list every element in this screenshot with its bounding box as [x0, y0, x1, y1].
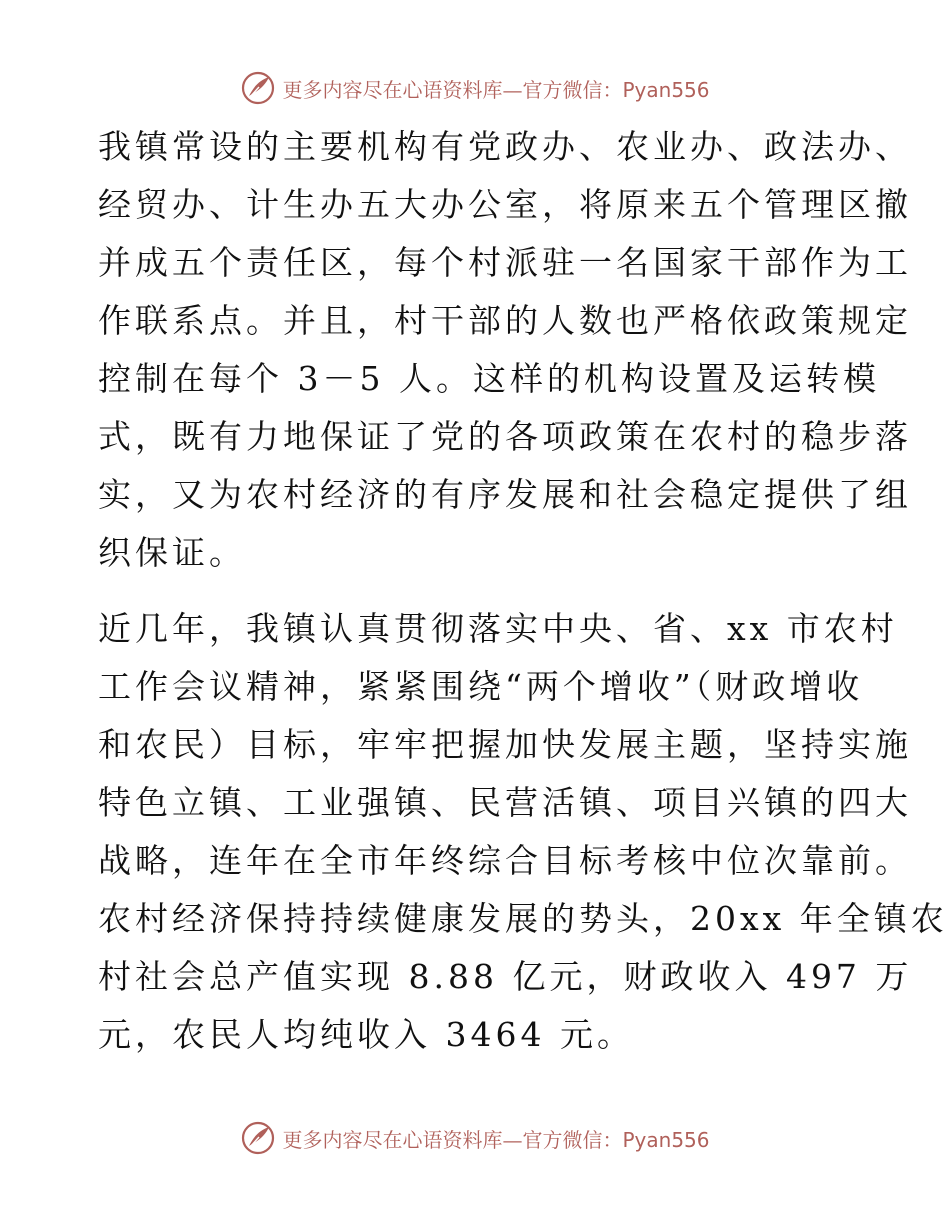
text-line: 织保证。: [98, 533, 246, 572]
document-body: [98, 118, 948, 1064]
text-line: 实，又为农村经济的有序发展和社会稳定提供了组: [98, 475, 912, 514]
watermark-label: 更多内容尽在心语资料库—官方微信：: [282, 1127, 623, 1152]
watermark-text: [282, 74, 709, 103]
watermark-label: 更多内容尽在心语资料库—官方微信：: [282, 77, 623, 102]
watermark-text: [282, 1124, 709, 1153]
text-line: 控制在每个 3－5 人。这样的机构设置及运转模: [98, 359, 880, 398]
quill-logo-icon: [240, 1120, 276, 1156]
paragraph-2: [98, 600, 948, 1064]
watermark-wechat-id: Pyan556: [622, 77, 710, 102]
text-line: 并成五个责任区，每个村派驻一名国家干部作为工: [98, 243, 912, 282]
text-line: 元，农民人均纯收入 3464 元。: [98, 1015, 634, 1054]
quill-logo-icon: [240, 70, 276, 106]
text-line: 经贸办、计生办五大办公室，将原来五个管理区撤: [98, 185, 912, 224]
text-line: 式，既有力地保证了党的各项政策在农村的稳步落: [98, 417, 912, 456]
text-line: 近几年，我镇认真贯彻落实中央、省、xx 市农村: [98, 609, 898, 648]
text-line: 村社会总产值实现 8.88 亿元，财政收入 497 万: [98, 957, 913, 996]
watermark-wechat-id: Pyan556: [622, 1127, 710, 1152]
text-line: 我镇常设的主要机构有党政办、农业办、政法办、: [98, 127, 912, 166]
footer-watermark: [0, 1118, 950, 1158]
text-line: 农村经济保持持续健康发展的势头，20xx 年全镇农: [98, 899, 948, 938]
header-watermark: [0, 68, 950, 108]
text-line: 作联系点。并且，村干部的人数也严格依政策规定: [98, 301, 912, 340]
text-line: 工作会议精神，紧紧围绕“两个增收”（财政增收: [98, 667, 864, 706]
text-line: 战略，连年在全市年终综合目标考核中位次靠前。: [98, 841, 912, 880]
text-line: 和农民）目标，牢牢把握加快发展主题，坚持实施: [98, 725, 912, 764]
text-line: 特色立镇、工业强镇、民营活镇、项目兴镇的四大: [98, 783, 912, 822]
paragraph-1: [98, 118, 912, 582]
